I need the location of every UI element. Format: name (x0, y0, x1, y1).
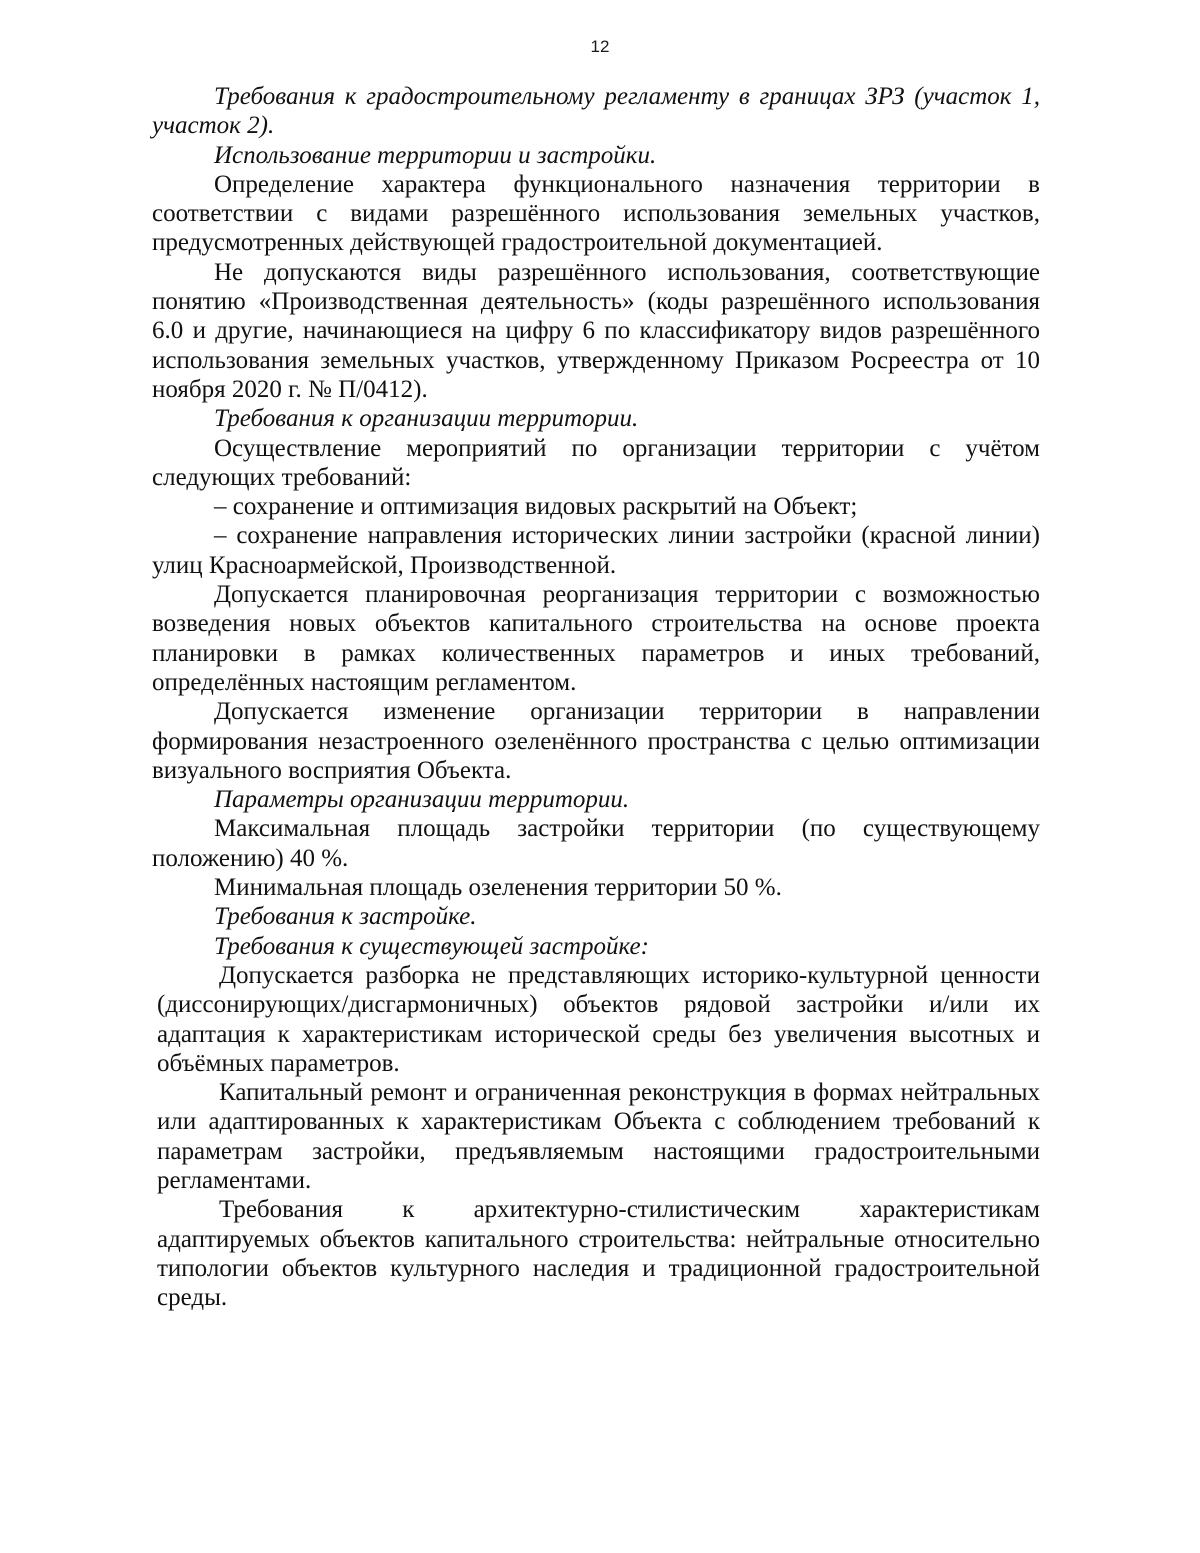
heading-organization-parameters: Параметры организации территории. (214, 786, 630, 814)
paragraph-max-building-area: Максимальная площадь застройки территории (по существующему положению) 40 %. (152, 815, 1040, 872)
paragraph-min-greening-area: Минимальная площадь озеленения территории 50 %. (214, 874, 782, 902)
paragraph-functional-purpose: Определение характера функционального назначения территории в соответствии с видами разрешённого использования земельных участков, предусмотренных действующей градостроительной документацией. (152, 170, 1040, 257)
paragraph-organization-measures: Осуществление мероприятий по организации территории с учётом следующих требований: (152, 434, 1040, 491)
heading-territory-organization: Требования к организации территории. (214, 405, 639, 433)
heading-territory-use: Использование территории и застройки. (214, 141, 657, 169)
paragraph-prohibited-uses: Не допускаются виды разрешённого использования, соответствующие понятию «Производственная деятельность» (коды разрешённого использования 6.0 и другие, начинающиеся на цифру 6 по классификатору видов разрешённого использования земельных участков, утвержденному Приказом Росреестра от 10 ноября 2020 г. № П/0412). (152, 258, 1040, 403)
paragraph-green-space: Допускается изменение организации территории в направлении формирования незастроенного озеленённого пространства с целью оптимизации визуального восприятия Объекта. (152, 698, 1040, 784)
list-item-view-preservation: – сохранение и оптимизация видовых раскрытий на Объект; (214, 493, 858, 521)
paragraph-capital-repair: Капитальный ремонт и ограниченная реконструкция в формах нейтральных или адаптированных к характеристикам Объекта с соблюдением требований к параметрам застройки, предъявляемым настоящими градостроительными регламентами. (157, 1079, 1040, 1194)
heading-existing-buildings: Требования к существующей застройке: (214, 932, 649, 960)
heading-zrz-requirements: Требования к градостроительному регламенту в границах ЗРЗ (участок 1, участок 2). (152, 83, 1040, 140)
list-item-red-line: – сохранение направления исторических линии застройки (красной линии) улиц Красноармейской, Производственной. (152, 522, 1040, 579)
paragraph-planning-reorganization: Допускается планировочная реорганизация территории с возможностью возведения новых объектов капитального строительства на основе проекта планировки в рамках количественных параметров и иных требований, определённых настоящим регламентом. (152, 581, 1040, 696)
paragraph-architectural-style: Требования к архитектурно-стилистическим характеристикам адаптируемых объектов капитального строительства: нейтральные относительно типологии объектов культурного наследия и традиционной градостроительной среды. (157, 1196, 1040, 1312)
page-number: 12 (590, 37, 610, 56)
document-body (152, 82, 1040, 1312)
paragraph-dismantling: Допускается разборка не представляющих историко-культурной ценности (диссонирующих/дисгармоничных) объектов рядовой застройки и/или их адаптация к характеристикам исторической среды без увеличения высотных и объёмных параметров. (157, 961, 1040, 1077)
heading-building-requirements: Требования к застройке. (214, 903, 477, 931)
